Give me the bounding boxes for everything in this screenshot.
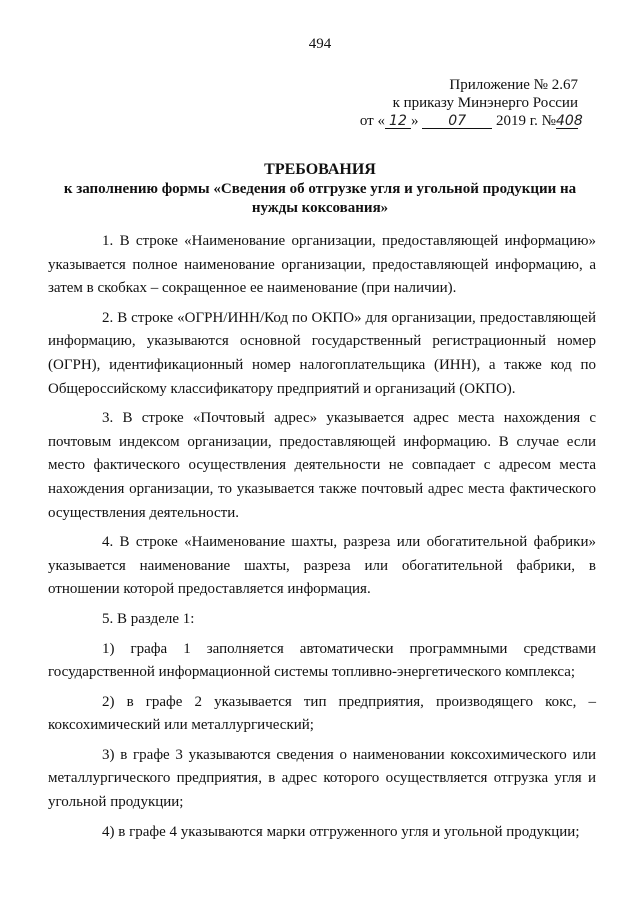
paragraph: 4. В строке «Наименование шахты, разреза или обогатительной фабрики» указывается наименование шахты, разреза или обогатительной фабрики, в отношении которой предоставляется информация. — [48, 534, 596, 598]
appendix-line-2: к приказу Минэнерго России — [392, 95, 578, 111]
page-number: 494 — [308, 36, 332, 52]
date-day-close: » — [410, 113, 419, 129]
paragraph: 1. В строке «Наименование организации, предоставляющей информацию» указывается полное наименование организации, предоставляющей информацию, а затем в скобках – сокращенное ее наименование (при наличии). — [48, 233, 596, 297]
appendix-header — [359, 76, 583, 130]
document-subtitle: к заполнению формы «Сведения об отгрузке угля и угольной продукции на нужды коксования» — [63, 181, 577, 216]
paragraph: 1) графа 1 заполняется автоматически программными средствами государственной информационной системы топливно-энергетического комплекса; — [48, 640, 596, 681]
date-year: 2019 г. № — [495, 113, 556, 129]
paragraph: 5. В разделе 1: — [102, 610, 195, 627]
handwritten-day: 12 — [385, 114, 411, 129]
document-body — [48, 230, 596, 850]
date-prefix: от « — [359, 113, 385, 129]
paragraph: 4) в графе 4 указываются марки отгруженного угля и угольной продукции; — [102, 823, 580, 840]
paragraph: 2) в графе 2 указывается тип предприятия, производящего кокс, – коксохимический или металлургический; — [48, 693, 596, 734]
document-title: ТРЕБОВАНИЯ — [264, 161, 376, 178]
paragraph: 3. В строке «Почтовый адрес» указывается адрес места нахождения с почтовым индексом организации, предоставляющей информацию. В случае если место фактического осуществления деятельности не совпадает с адресом места нахождения организации, то указывается также почтовый адрес места фактического осуществления деятельности. — [48, 410, 596, 521]
paragraph: 3) в графе 3 указываются сведения о наименовании коксохимического или металлургического предприятия, в адрес которого осуществляется отгрузка угля и угольной продукции; — [48, 746, 596, 811]
appendix-date-line — [359, 112, 583, 130]
handwritten-month: 07 — [422, 114, 492, 129]
handwritten-order-number: 408 — [556, 113, 583, 129]
paragraph: 2. В строке «ОГРН/ИНН/Код по ОКПО» для организации, предоставляющей информацию, указываются основной государственный регистрационный номер (ОГРН), идентификационный номер налогоплательщика (ИНН), а также код по Общероссийскому классификатору предприятий и организаций (ОКПО). — [48, 309, 596, 397]
appendix-line-1: Приложение № 2.67 — [449, 77, 578, 93]
